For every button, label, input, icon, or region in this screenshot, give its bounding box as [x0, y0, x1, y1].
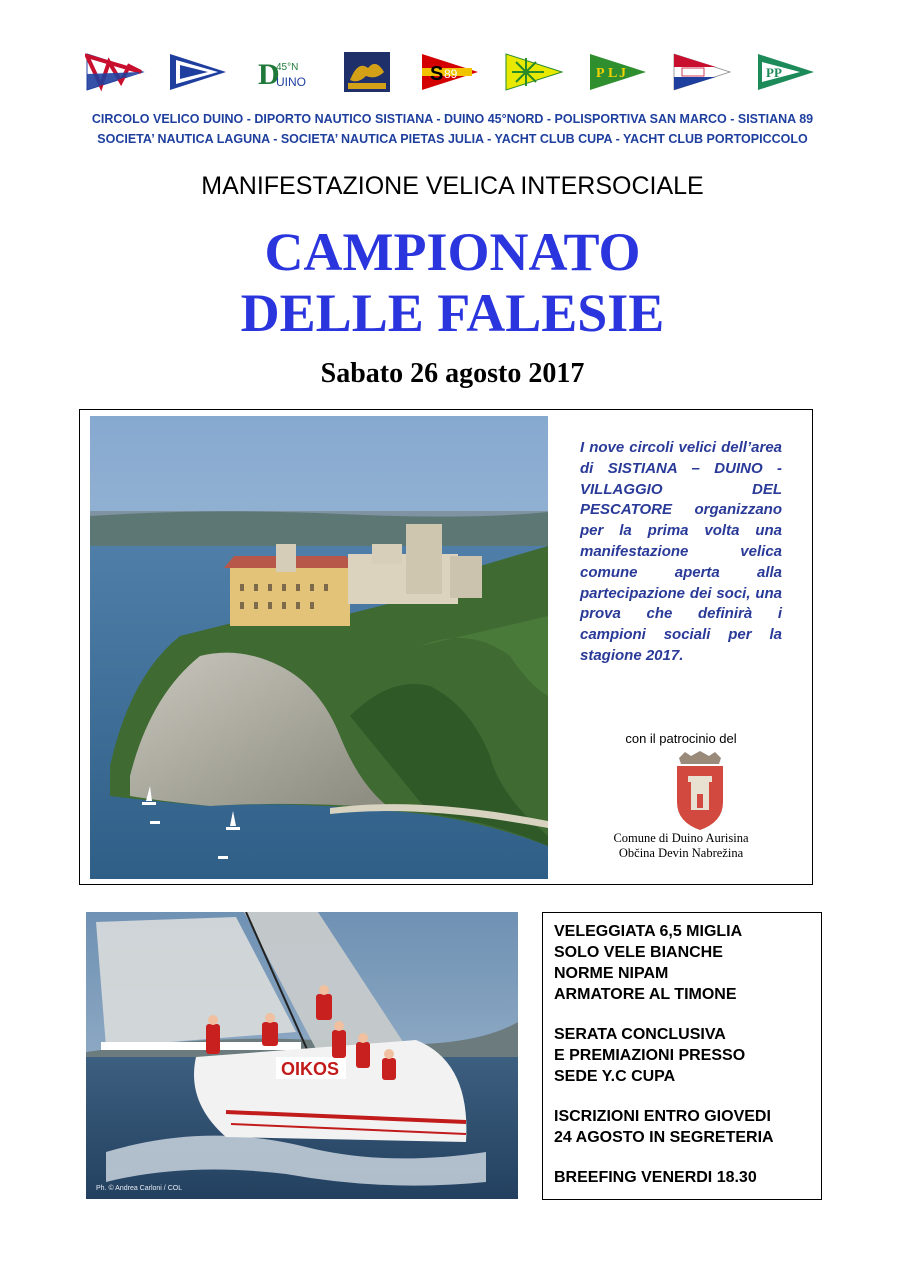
event-date: Sabato 26 agosto 2017 — [320, 358, 585, 389]
spacer — [554, 1148, 821, 1167]
burgee-polisportiva-san-marco-icon — [336, 50, 396, 94]
sail-brand-text: OIKOS — [281, 1059, 340, 1079]
svg-text:J: J — [619, 66, 626, 81]
event-title-line-1: CAMPIONATO — [264, 222, 641, 282]
burgee-sistiana-89-icon — [420, 50, 480, 94]
info-line: SOLO VELE BIANCHE — [554, 944, 723, 961]
info-line: ARMATORE AL TIMONE — [554, 986, 737, 1003]
svg-text:S: S — [430, 63, 444, 85]
burgee-yacht-club-portopiccolo-icon — [756, 50, 816, 94]
spacer — [554, 1005, 821, 1024]
burgee-circolo-velico-duino-icon — [85, 50, 145, 94]
burgee-duino-45-nord-icon — [252, 50, 312, 94]
info-line: ISCRIZIONI ENTRO GIOVEDI — [554, 1108, 771, 1125]
svg-text:D: D — [258, 58, 280, 91]
info-line: NORME NIPAM — [554, 965, 669, 982]
burgee-societa-nautica-laguna-icon — [504, 50, 564, 94]
svg-text:UINO: UINO — [276, 75, 306, 89]
comune-name-italian: Comune di Duino Aurisina — [613, 831, 749, 845]
info-line: E PREMIAZIONI PRESSO — [554, 1047, 746, 1064]
svg-text:89: 89 — [444, 67, 458, 81]
svg-text:L: L — [608, 66, 618, 81]
info-line: VELEGGIATA 6,5 MIGLIA — [554, 923, 743, 940]
municipal-crest-icon — [655, 750, 745, 832]
info-line: 24 AGOSTO IN SEGRETERIA — [554, 1129, 774, 1146]
event-title-line-2: DELLE FALESIE — [240, 283, 665, 343]
comune-name-slovenian: Občina Devin Nabrežina — [618, 846, 744, 860]
regatta-info-box — [542, 912, 822, 1200]
info-line: BREEFING VENERDI 18.30 — [554, 1169, 757, 1186]
info-line: SEDE Y.C CUPA — [554, 1068, 676, 1085]
burgee-pietas-julia-icon — [588, 50, 648, 94]
club-burgees-row — [80, 50, 810, 100]
clubs-list-line-1: CIRCOLO VELICO DUINO - DIPORTO NAUTICO SISTIANA - DUINO 45°NORD - POLISPORTIVA SAN MARCO - SISTIANA 89 — [91, 112, 814, 126]
svg-text:45°N: 45°N — [276, 62, 299, 73]
spacer — [554, 1087, 821, 1106]
intro-paragraph: I nove circoli velici dell’area di SISTIANA – DUINO - VILLAGGIO DEL PESCATORE organizzano per la prima volta una manifestazione velica comune aperta alla partecipazione dei soci, una prova che definirà i campioni sociali per la stagione 2017. — [580, 439, 782, 664]
svg-text:P: P — [596, 66, 605, 81]
patronage-label: con il patrocinio del — [625, 731, 737, 746]
castle-on-cliff-photo — [90, 416, 548, 879]
photo-credit: Ph. © Andrea Carloni / COL — [96, 1185, 183, 1192]
burgee-diporto-nautico-sistiana-icon — [168, 50, 228, 94]
info-line: SERATA CONCLUSIVA — [554, 1026, 726, 1043]
sailboat-racing-photo — [86, 912, 518, 1199]
burgee-yacht-club-cupa-icon — [672, 50, 732, 94]
svg-text:PP: PP — [766, 65, 782, 80]
clubs-list-line-2: SOCIETA’ NAUTICA LAGUNA - SOCIETA’ NAUTICA PIETAS JULIA - YACHT CLUB CUPA - YACHT CLUB PORTOPICCOLO — [97, 132, 808, 146]
event-subtitle: MANIFESTAZIONE VELICA INTERSOCIALE — [201, 172, 704, 200]
